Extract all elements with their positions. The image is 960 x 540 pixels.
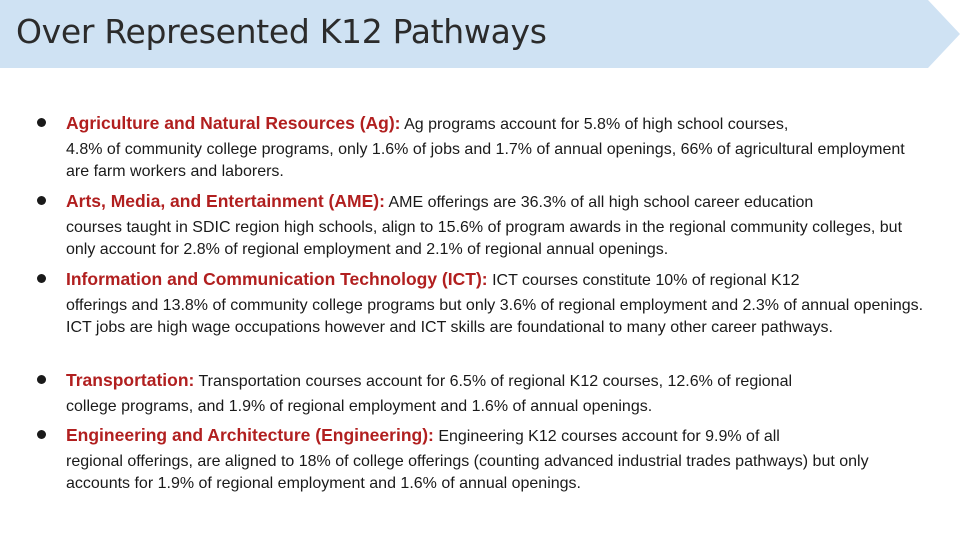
item-text: 4.8% of community college programs, only 1.6% of jobs and 1.7% of annual openings, 66% of agricultural employment are farm workers and laborers. [66, 140, 905, 180]
bullet-icon [37, 118, 46, 127]
page-title: Over Represented K12 Pathways [16, 12, 547, 51]
item-heading: Transportation: [66, 370, 195, 390]
bullet-icon [37, 196, 46, 205]
item-text-first-line: AME offerings are 36.3% of all high school career education [388, 194, 814, 211]
item-text: offerings and 13.8% of community college programs but only 3.6% of regional employment and 2.3% of annual openings. ICT jobs are high wage occupations however and ICT skills are foundational to many other career pathways. [66, 296, 924, 336]
list-item-transportation [66, 369, 926, 418]
bullet-icon [37, 430, 46, 439]
item-text-first-line: Ag programs account for 5.8% of high school courses, [404, 116, 789, 133]
item-heading: Information and Communication Technology (ICT): [66, 269, 488, 289]
list-item-arts-media [66, 190, 926, 262]
list-item-ict [66, 268, 926, 340]
bullet-icon [37, 375, 46, 384]
item-text: college programs, and 1.9% of regional employment and 1.6% of annual openings. [66, 397, 653, 415]
item-heading: Agriculture and Natural Resources (Ag): [66, 113, 401, 133]
item-text: courses taught in SDIC region high schools, align to 15.6% of program awards in the regional community colleges, but only account for 2.8% of regional employment and 2.1% of regional annual openings. [66, 218, 903, 258]
bullet-icon [37, 274, 46, 283]
item-text-first-line: ICT courses constitute 10% of regional K12 [492, 272, 800, 289]
item-text-first-line: Transportation courses account for 6.5% of regional K12 courses, 12.6% of regional [198, 373, 793, 390]
item-heading: Arts, Media, and Entertainment (AME): [66, 191, 385, 211]
list-item-engineering [66, 424, 926, 496]
item-text-first-line: Engineering K12 courses account for 9.9% of all [438, 428, 780, 445]
item-heading: Engineering and Architecture (Engineering): [66, 425, 434, 445]
item-text: regional offerings, are aligned to 18% of college offerings (counting advanced industrial trades pathways) but only accounts for 1.9% of regional employment and 1.6% of annual openings. [66, 452, 869, 492]
list-item-agriculture [66, 112, 926, 184]
